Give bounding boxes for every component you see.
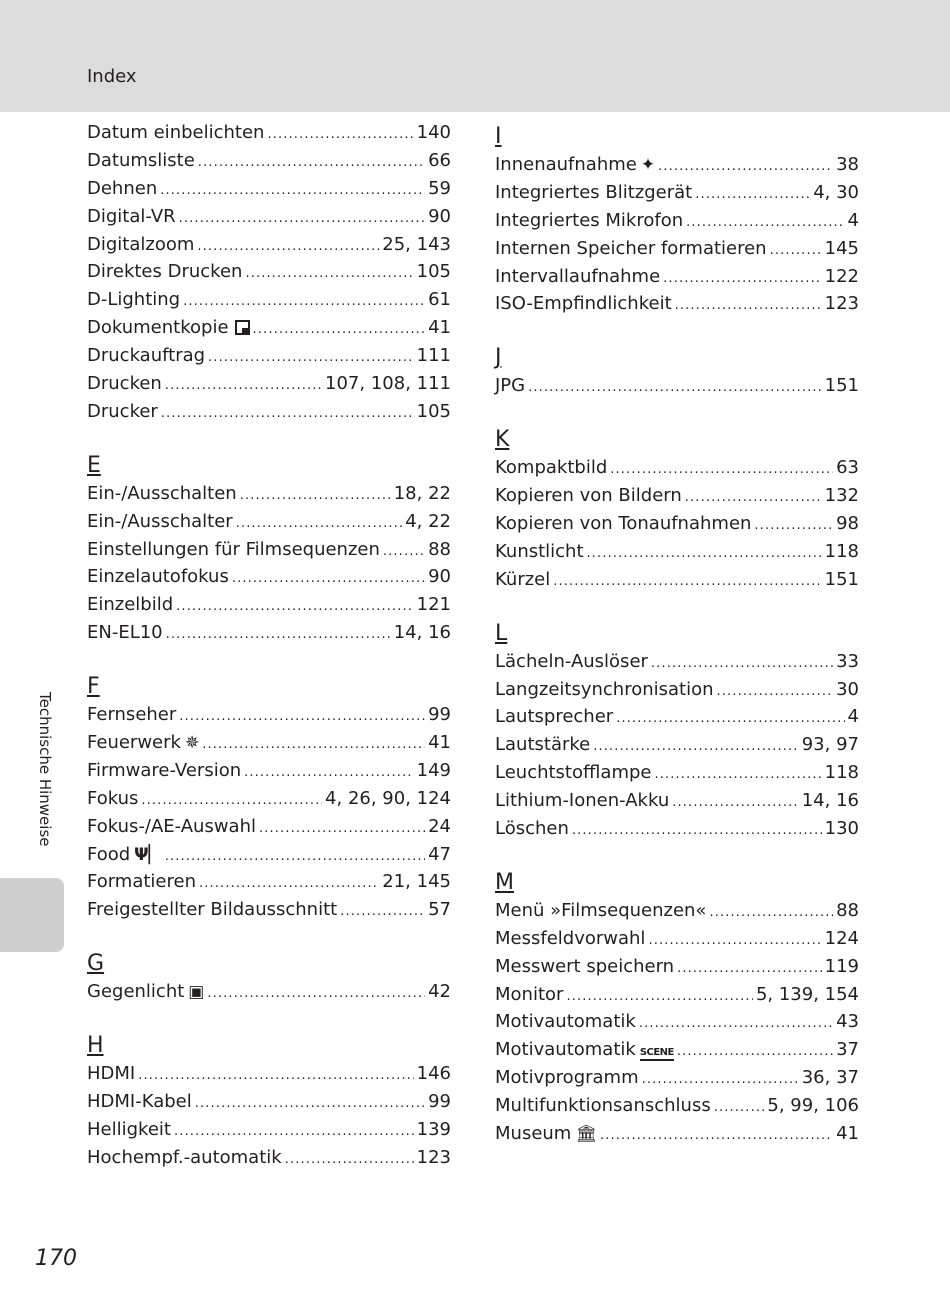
index-pages: 149 — [416, 759, 451, 781]
index-pages: 4 — [847, 706, 859, 728]
index-entry — [87, 345, 451, 373]
dot-leader — [259, 821, 425, 836]
section-letter: M — [495, 869, 514, 895]
index-term: Direktes Drucken — [87, 261, 243, 283]
index-term: Hochempf.-automatik — [87, 1146, 282, 1168]
index-term: EN-EL10 — [87, 622, 163, 644]
index-pages: 59 — [428, 177, 451, 199]
index-term: Gegenlicht — [87, 981, 185, 1003]
index-term: Kopieren von Bildern — [495, 485, 682, 507]
index-term: Einzelbild — [87, 594, 174, 616]
index-pages: 132 — [824, 485, 859, 507]
index-entry — [495, 485, 859, 513]
dot-leader — [195, 1096, 425, 1111]
index-entry — [87, 261, 451, 289]
index-entry — [87, 483, 451, 511]
scene-auto-icon: SCENE — [640, 1047, 674, 1061]
fireworks-icon: ✵ — [184, 733, 200, 754]
index-entry — [495, 513, 859, 541]
dot-leader — [658, 159, 833, 174]
section-letter: G — [87, 951, 105, 977]
index-term: Food — [87, 843, 131, 865]
index-pages: 119 — [824, 955, 859, 977]
index-pages: 41 — [428, 732, 451, 754]
index-term: Motivautomatik — [495, 1039, 636, 1061]
dot-leader — [165, 849, 425, 864]
index-pages: 107, 108, 111 — [325, 373, 451, 395]
dot-leader — [616, 711, 844, 726]
index-entry — [495, 541, 859, 569]
index-pages: 88 — [428, 538, 451, 560]
index-term: Museum — [495, 1123, 572, 1145]
index-term: Firmware-Version — [87, 759, 242, 781]
section-letter: I — [495, 124, 502, 149]
index-term: Integriertes Blitzgerät — [495, 181, 693, 203]
header-title: Index — [87, 66, 137, 87]
dot-leader — [714, 1100, 765, 1115]
index-entry — [87, 1147, 451, 1175]
index-pages: 90 — [428, 205, 451, 227]
index-pages: 61 — [428, 289, 451, 311]
dot-leader — [566, 989, 753, 1004]
dot-leader — [642, 1072, 799, 1087]
index-pages: 43 — [836, 1011, 859, 1033]
index-term: Menü »Filmsequenzen« — [495, 899, 707, 921]
index-entry — [495, 1095, 859, 1123]
index-entry — [495, 238, 859, 266]
index-entry — [87, 401, 451, 429]
index-entry — [87, 981, 451, 1009]
index-pages: 5, 139, 154 — [755, 983, 859, 1005]
dot-leader — [208, 350, 414, 365]
dot-leader — [340, 904, 425, 919]
index-term: Ein-/Ausschalten — [87, 482, 237, 504]
index-pages: 14, 16 — [393, 622, 451, 644]
index-term: Ein-/Ausschalter — [87, 510, 233, 532]
index-entry — [87, 899, 451, 927]
dot-leader — [651, 656, 833, 671]
index-entry — [495, 569, 859, 597]
index-term: HDMI-Kabel — [87, 1091, 192, 1113]
index-entry — [495, 928, 859, 956]
index-pages: 123 — [824, 293, 859, 315]
index-entry — [87, 122, 451, 150]
index-entry — [495, 210, 859, 238]
dot-leader — [253, 322, 426, 337]
section-letter: J — [495, 345, 502, 371]
index-entry — [495, 651, 859, 679]
dot-leader — [572, 823, 822, 838]
index-term: Lithium-Ionen-Akku — [495, 790, 670, 812]
index-entry — [495, 1039, 859, 1067]
index-term: Formatieren — [87, 871, 196, 893]
index-term: Langzeitsynchronisation — [495, 678, 714, 700]
index-pages: 118 — [824, 540, 859, 562]
index-term: Intervallaufnahme — [495, 265, 661, 287]
dot-leader — [709, 905, 833, 920]
index-pages: 111 — [416, 345, 451, 367]
index-term: Digitalzoom — [87, 233, 195, 255]
chapter-side-label: Technische Hinweise — [36, 692, 54, 847]
dot-leader — [202, 737, 425, 752]
index-entry — [495, 375, 859, 403]
index-term: Fernseher — [87, 704, 177, 726]
section-letter: H — [87, 1033, 104, 1059]
index-term: Motivprogramm — [495, 1067, 639, 1089]
index-pages: 122 — [824, 265, 859, 287]
index-term: Datumsliste — [87, 149, 195, 171]
dot-leader — [528, 380, 822, 395]
chapter-tab — [0, 878, 64, 952]
index-term: Motivautomatik — [495, 1011, 636, 1033]
index-term: Lautsprecher — [495, 706, 614, 728]
index-term: Dokumentkopie — [87, 317, 229, 339]
index-pages: 47 — [428, 843, 451, 865]
index-entry — [87, 317, 451, 345]
index-entry — [495, 706, 859, 734]
index-entry — [495, 1011, 859, 1039]
dot-leader — [685, 490, 822, 505]
index-term: Fokus-/AE-Auswahl — [87, 815, 256, 837]
index-pages: 4, 26, 90, 124 — [325, 787, 451, 809]
index-pages: 41 — [428, 317, 451, 339]
index-term: JPG — [495, 375, 526, 397]
dot-leader — [197, 239, 379, 254]
index-pages: 4, 22 — [405, 510, 451, 532]
index-term: Digital-VR — [87, 205, 176, 227]
index-entry — [495, 984, 859, 1012]
index-term: Multifunktionsanschluss — [495, 1095, 711, 1117]
index-entry — [87, 816, 451, 844]
index-pages: 14, 16 — [801, 790, 859, 812]
index-pages: 151 — [824, 568, 859, 590]
index-entry — [495, 818, 859, 846]
dot-leader — [179, 709, 425, 724]
index-term: Datum einbelichten — [87, 122, 265, 143]
index-entry — [495, 1123, 859, 1151]
index-entry — [495, 182, 859, 210]
index-entry — [87, 511, 451, 539]
index-pages: 4, 30 — [813, 181, 859, 203]
index-entry — [87, 704, 451, 732]
index-term: ISO-Empfindlichkeit — [495, 293, 672, 315]
dot-leader — [240, 488, 391, 503]
index-entry — [495, 679, 859, 707]
index-entry — [87, 1063, 451, 1091]
dot-leader — [161, 406, 414, 421]
index-term: Lautstärke — [495, 734, 591, 756]
index-entry — [87, 373, 451, 401]
dot-leader — [677, 1044, 833, 1059]
document-copy-icon — [235, 320, 250, 335]
dot-leader — [199, 876, 379, 891]
index-term: Einstellungen für Filmsequenzen — [87, 538, 380, 560]
dot-leader — [174, 1124, 414, 1139]
dot-leader — [176, 599, 413, 614]
dot-leader — [207, 986, 425, 1001]
dot-leader — [717, 684, 834, 699]
index-term: Dehnen — [87, 177, 158, 199]
index-pages: 121 — [416, 594, 451, 616]
index-entry — [495, 457, 859, 485]
index-term: Kunstlicht — [495, 540, 584, 562]
index-pages: 30 — [836, 678, 859, 700]
index-column-left — [87, 122, 451, 1175]
index-term: Leuchtstofflampe — [495, 762, 652, 784]
index-pages: 88 — [836, 899, 859, 921]
dot-leader — [179, 211, 425, 226]
dot-leader — [677, 961, 822, 976]
index-term: Fokus — [87, 787, 139, 809]
index-term: Drucken — [87, 373, 162, 395]
dot-leader — [648, 933, 821, 948]
page-number: 170 — [35, 1246, 77, 1271]
index-term: D-Lighting — [87, 289, 181, 311]
index-term: Messfeldvorwahl — [495, 927, 646, 949]
index-entry — [87, 1119, 451, 1147]
index-entry — [495, 900, 859, 928]
index-pages: 130 — [824, 818, 859, 840]
index-pages: 37 — [836, 1039, 859, 1061]
index-term: HDMI — [87, 1063, 136, 1085]
index-entry — [87, 539, 451, 567]
index-entry — [87, 289, 451, 317]
index-term: Freigestellter Bildausschnitt — [87, 899, 338, 921]
index-pages: 90 — [428, 566, 451, 588]
index-pages: 139 — [416, 1118, 451, 1140]
index-pages: 99 — [428, 704, 451, 726]
index-term: Innenaufnahme — [495, 154, 637, 175]
index-term: Kürzel — [495, 568, 551, 590]
dot-leader — [663, 271, 821, 286]
index-term: Monitor — [495, 983, 564, 1005]
section-letter: E — [87, 452, 101, 478]
index-term: Messwert speichern — [495, 955, 675, 977]
index-pages: 4 — [847, 209, 859, 231]
index-term: Helligkeit — [87, 1118, 171, 1140]
index-entry — [87, 206, 451, 234]
index-entry — [87, 594, 451, 622]
index-pages: 124 — [824, 927, 859, 949]
index-entry — [495, 154, 859, 182]
index-pages: 105 — [416, 261, 451, 283]
dot-leader — [639, 1016, 833, 1031]
section-letter: F — [87, 674, 100, 700]
index-column-right — [495, 122, 859, 1151]
index-entry — [87, 844, 451, 872]
dot-leader — [198, 155, 425, 170]
backlight-icon: ▣ — [188, 982, 205, 1003]
section-letter: K — [495, 427, 510, 453]
dot-leader — [232, 571, 425, 586]
index-pages: 24 — [428, 815, 451, 837]
index-pages: 41 — [836, 1123, 859, 1145]
index-entry — [87, 622, 451, 650]
dot-leader — [183, 294, 425, 309]
index-term: Kompaktbild — [495, 457, 608, 479]
index-pages: 145 — [824, 237, 859, 259]
index-term: Integriertes Mikrofon — [495, 209, 684, 231]
dot-leader — [166, 627, 391, 642]
index-entry — [87, 150, 451, 178]
index-pages: 36, 37 — [801, 1067, 859, 1089]
dot-leader — [770, 243, 822, 258]
museum-icon: 🏛 — [575, 1124, 597, 1145]
dot-leader — [754, 518, 833, 533]
index-term: Löschen — [495, 818, 569, 840]
index-pages: 140 — [416, 122, 451, 143]
index-pages: 99 — [428, 1091, 451, 1113]
index-entry — [495, 1067, 859, 1095]
index-term: Feuerwerk — [87, 732, 181, 754]
index-entry — [87, 871, 451, 899]
index-entry — [87, 788, 451, 816]
index-term: Internen Speicher formatieren — [495, 237, 767, 259]
dot-leader — [654, 767, 821, 782]
food-icon: Ψ▏ — [134, 844, 162, 865]
dot-leader — [600, 1128, 833, 1143]
index-term: Einzelautofokus — [87, 566, 229, 588]
index-term: Druckauftrag — [87, 345, 206, 367]
index-entry — [87, 566, 451, 594]
index-entry — [495, 762, 859, 790]
dot-leader — [285, 1152, 414, 1167]
index-pages: 105 — [416, 400, 451, 422]
index-pages: 21, 145 — [382, 871, 451, 893]
index-entry — [87, 760, 451, 788]
index-pages: 123 — [416, 1146, 451, 1168]
index-pages: 38 — [836, 154, 859, 175]
index-entry — [87, 178, 451, 206]
index-term: Lächeln-Auslöser — [495, 650, 648, 672]
index-entry — [495, 790, 859, 818]
index-pages: 118 — [824, 762, 859, 784]
dot-leader — [610, 462, 833, 477]
dot-leader — [236, 516, 403, 531]
index-pages: 98 — [836, 513, 859, 535]
index-term: Kopieren von Tonaufnahmen — [495, 513, 752, 535]
index-pages: 57 — [428, 899, 451, 921]
index-entry — [495, 734, 859, 762]
dot-leader — [553, 574, 821, 589]
index-entry — [495, 293, 859, 321]
dot-leader — [675, 298, 822, 313]
dot-leader — [383, 544, 425, 559]
index-pages: 25, 143 — [382, 233, 451, 255]
party-indoor-icon: ✦ — [640, 155, 656, 175]
index-pages: 5, 99, 106 — [767, 1095, 859, 1117]
index-pages: 18, 22 — [393, 482, 451, 504]
dot-leader — [244, 765, 414, 780]
dot-leader — [686, 215, 844, 230]
index-pages: 66 — [428, 149, 451, 171]
dot-leader — [160, 183, 425, 198]
index-pages: 63 — [836, 457, 859, 479]
dot-leader — [587, 546, 822, 561]
index-entry — [495, 956, 859, 984]
index-entry — [87, 234, 451, 262]
dot-leader — [138, 1068, 413, 1083]
index-entry — [495, 266, 859, 294]
index-pages: 151 — [824, 375, 859, 397]
index-pages: 33 — [836, 650, 859, 672]
index-entry — [87, 1091, 451, 1119]
index-term: Drucker — [87, 400, 158, 422]
dot-leader — [165, 378, 322, 393]
dot-leader — [593, 739, 798, 754]
dot-leader — [695, 187, 810, 202]
section-letter: L — [495, 620, 508, 646]
page-header — [0, 0, 950, 112]
index-pages: 93, 97 — [801, 734, 859, 756]
dot-leader — [267, 127, 413, 142]
index-entry — [87, 732, 451, 760]
dot-leader — [141, 793, 322, 808]
dot-leader — [245, 266, 413, 281]
index-pages: 42 — [428, 981, 451, 1003]
index-pages: 146 — [416, 1063, 451, 1085]
dot-leader — [672, 795, 798, 810]
